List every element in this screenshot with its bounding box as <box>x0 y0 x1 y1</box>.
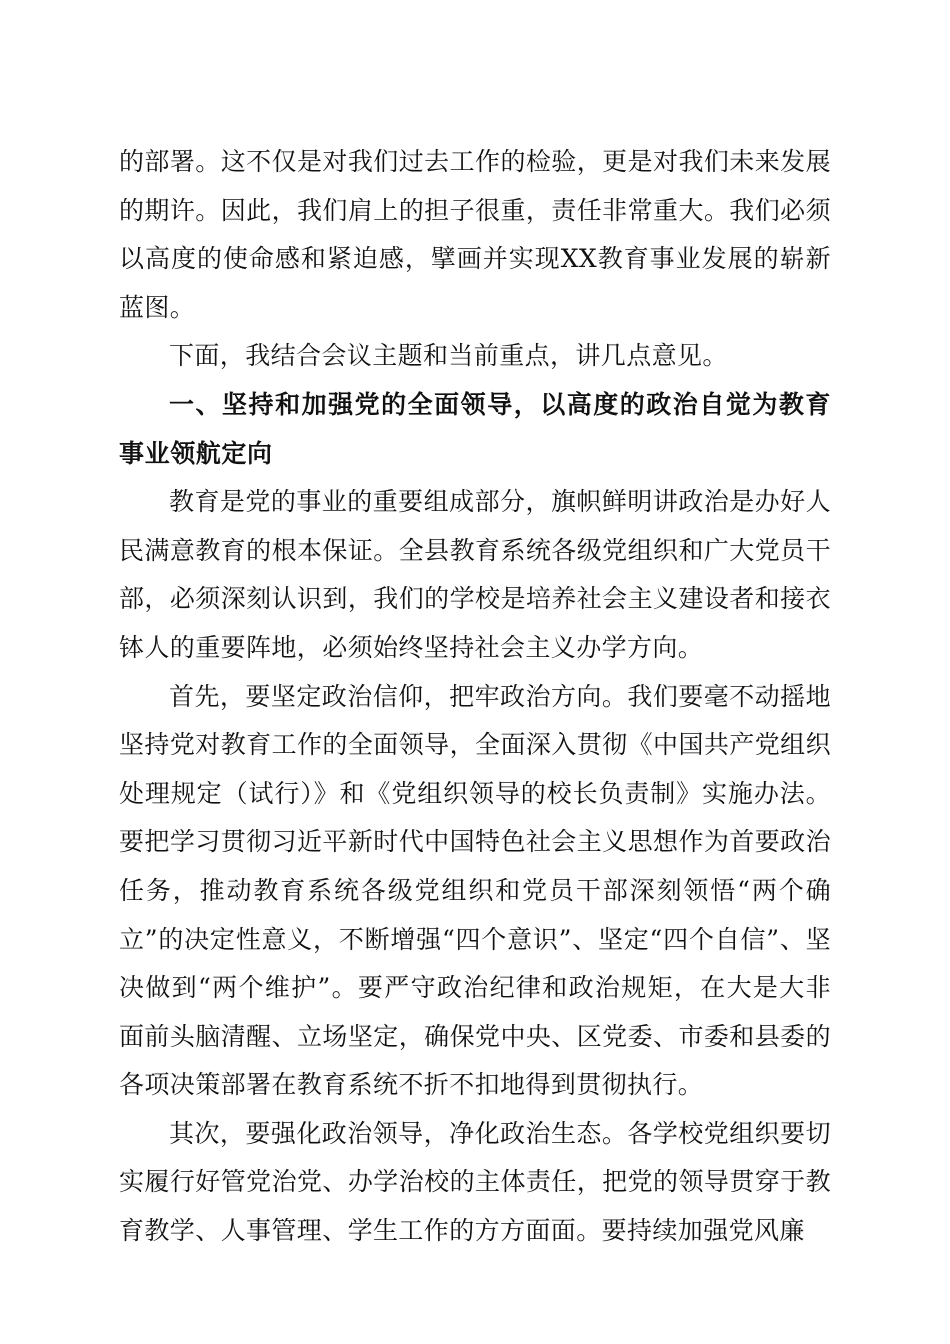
document-body <box>119 138 831 1256</box>
paragraph-body: 其次，要强化政治领导，净化政治生态。各学校党组织要切实履行好管党治党、办学治校的主体责任，把党的领导贯穿于教育教学、人事管理、学生工作的方方面面。要持续加强党风廉 <box>119 1118 831 1246</box>
paragraph-body: 首先，要坚定政治信仰，把牢政治方向。我们要毫不动摇地坚持党对教育工作的全面领导，全面深入贯彻《中国共产党组织处理规定（试行）》和《党组织领导的校长负责制》实施办法。要把学习贯彻习近平新时代中国特色社会主义思想作为首要政治任务，推动教育系统各级党组织和党员干部深刻领悟“两个确立”的决定性意义，不断增强“四个意识”、坚定“四个自信”、坚决做到“两个维护”。要严守政治纪律和政治规矩，在大是大非面前头脑清醒、立场坚定，确保党中央、区党委、市委和县委的各项决策部署在教育系统不折不扣地得到贯彻执行。 <box>119 681 831 1100</box>
paragraph-continued: 的部署。这不仅是对我们过去工作的检验，更是对我们未来发展的期许。因此，我们肩上的担子很重，责任非常重大。我们必须以高度的使命感和紧迫感，擘画并实现XX教育事业发展的崭新蓝图。 <box>119 147 831 322</box>
paragraph-intro: 下面，我结合会议主题和当前重点，讲几点意见。 <box>169 341 728 371</box>
paragraph-body: 教育是党的事业的重要组成部分，旗帜鲜明讲政治是办好人民满意教育的根本保证。全县教育系统各级党组织和广大党员干部，必须深刻认识到，我们的学校是培养社会主义建设者和接衣钵人的重要阵地，必须始终坚持社会主义办学方向。 <box>119 487 831 662</box>
section-heading: 一、坚持和加强党的全面领导，以高度的政治自觉为教育事业领航定向 <box>119 389 831 468</box>
